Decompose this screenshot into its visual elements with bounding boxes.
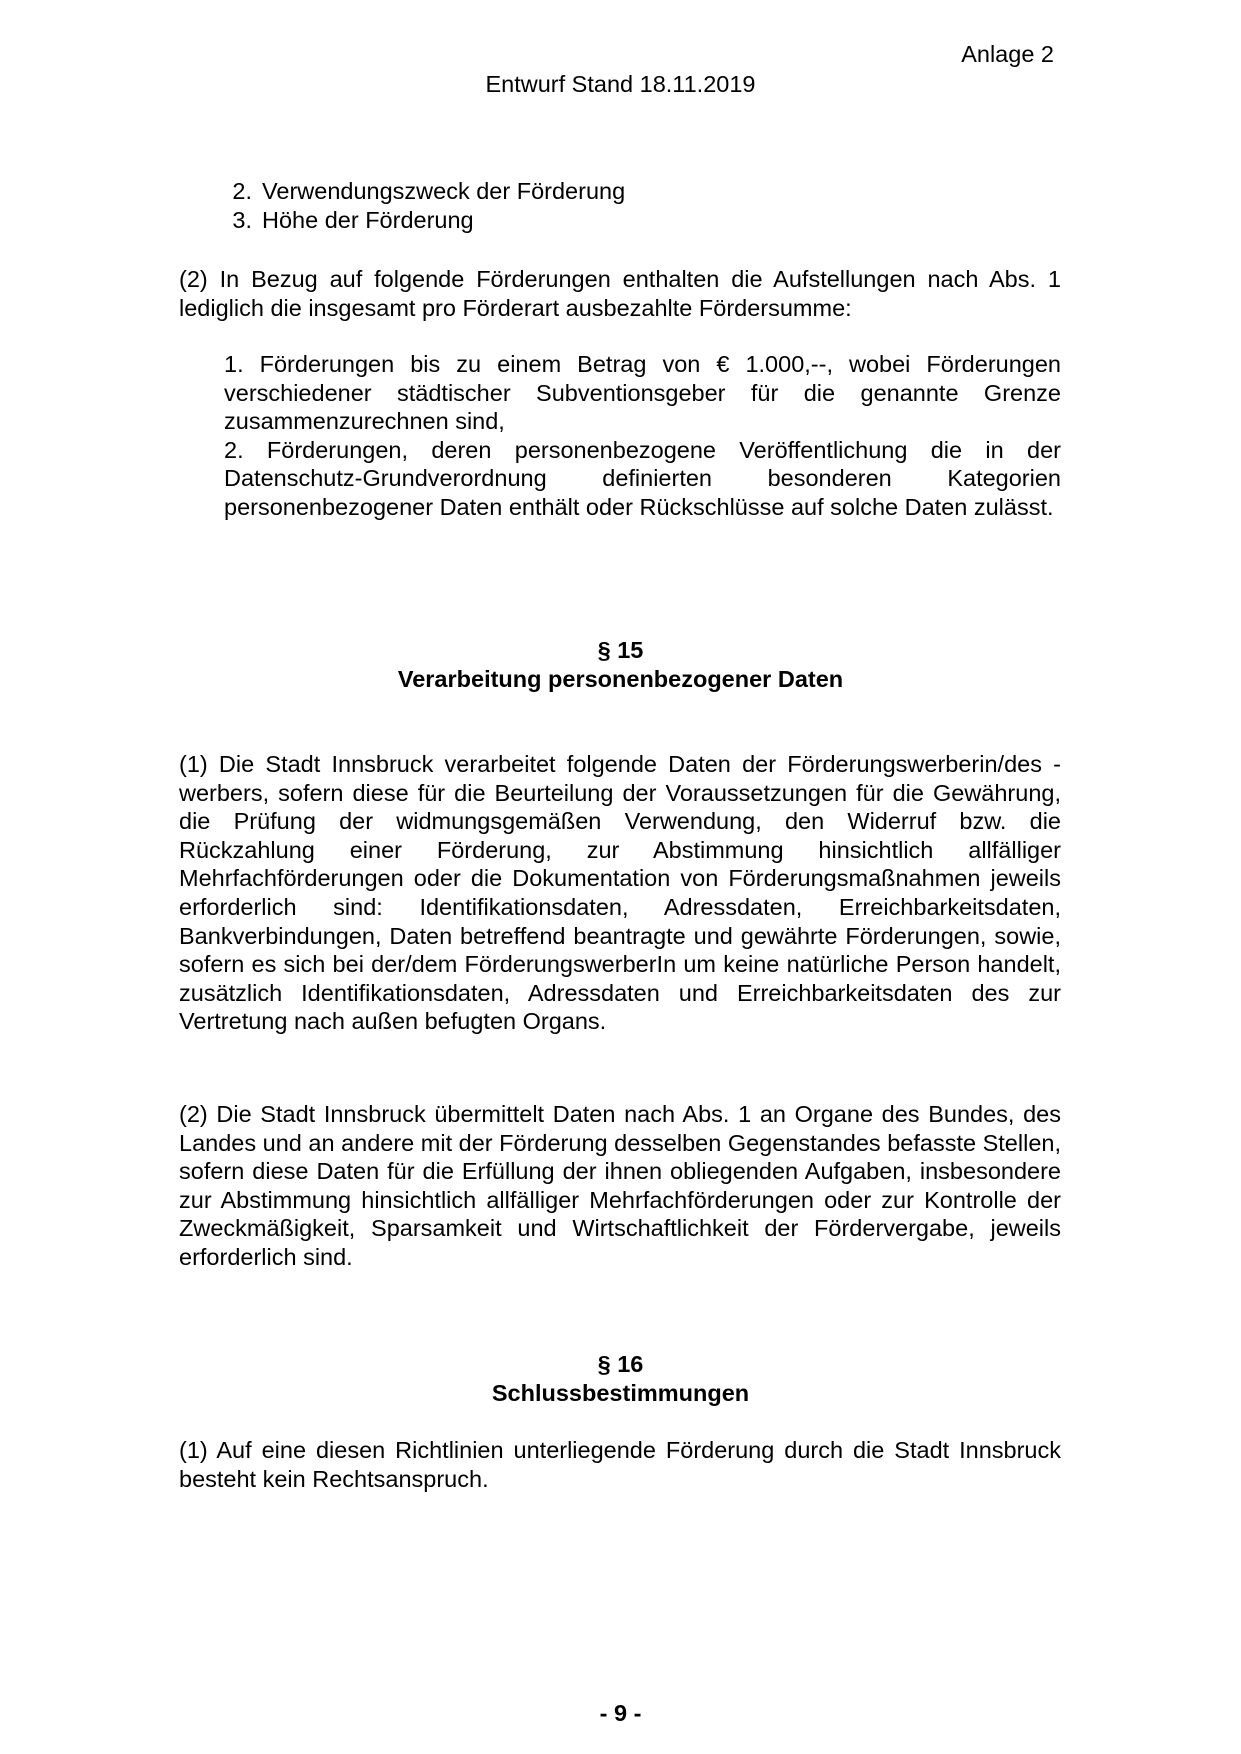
list-item-number: 2.	[232, 178, 252, 204]
section-15-title: Verarbeitung personenbezogener Daten	[397, 665, 844, 692]
section-15-paragraph-1: (1) Die Stadt Innsbruck verarbeitet folgende Daten der Förderungswerberin/des -werbers, sofern diese für die Beurteilung der Voraussetzungen für die Gewährung, die Prüfung der widmungsgemäßen Verwendung, den Widerruf bzw. die Rückzahlung einer Förderung, zur Abstimmung hinsichtlich allfälliger Mehrfachförderungen oder die Dokumentation von Förderungsmaßnahmen jeweils erforderlich sind: Identifikationsdaten, Adressdaten, Erreichbarkeitsdaten, Bankverbindungen, Daten betreffend beantragte und gewährte Förderungen, sowie, sofern es sich bei der/dem FörderungswerberIn um keine natürliche Person handelt, zusätzlich Identifikationsdaten, Adressdaten und Erreichbarkeitsdaten des zur Vertretung nach außen befugten Organs.	[179, 751, 1061, 1035]
section-15-number: § 15	[597, 637, 644, 663]
criteria-list	[179, 177, 625, 234]
paragraph-2-item-1: 1. Förderungen bis zu einem Betrag von € 1.000,--, wobei Förderungen verschiedener städtischer Subventionsgeber für die genannte Grenze zusammenzurechnen sind,	[224, 351, 1061, 435]
annex-label: Anlage 2	[961, 41, 1054, 67]
section-16-title: Schlussbestimmungen	[491, 1379, 750, 1406]
list-item-text: Verwendungszweck der Förderung	[262, 178, 626, 204]
section-15-heading	[0, 636, 1241, 693]
paragraph-2-items	[224, 350, 1061, 522]
paragraph-2-intro: (2) In Bezug auf folgende Förderungen enthalten die Aufstellungen nach Abs. 1 lediglich die insgesamt pro Förderart ausbezahlte Fördersumme:	[179, 266, 1061, 321]
list-item	[179, 177, 625, 206]
section-16-number: § 16	[597, 1351, 644, 1377]
section-16-paragraph-1: (1) Auf eine diesen Richtlinien unterliegende Förderung durch die Stadt Innsbruck besteht kein Rechtsanspruch.	[179, 1437, 1061, 1492]
list-item	[179, 206, 625, 235]
section-16-heading	[0, 1350, 1241, 1407]
section-15-paragraph-2: (2) Die Stadt Innsbruck übermittelt Daten nach Abs. 1 an Organe des Bundes, des Landes und an andere mit der Förderung desselben Gegenstandes befasste Stellen, sofern diese Daten für die Erfüllung der ihnen obliegenden Aufgaben, insbesondere zur Abstimmung hinsichtlich allfälliger Mehrfachförderungen oder zur Kontrolle der Zweckmäßigkeit, Sparsamkeit und Wirtschaftlichkeit der Fördervergabe, jeweils erforderlich sind.	[179, 1101, 1061, 1270]
page-number: - 9 -	[599, 1700, 642, 1726]
draft-date: Entwurf Stand 18.11.2019	[485, 71, 756, 97]
list-item-text: Höhe der Förderung	[262, 206, 474, 233]
paragraph-2-item-2: 2. Förderungen, deren personenbezogene Veröffentlichung die in der Datenschutz-Grundverordnung definierten besonderen Kategorien personenbezogener Daten enthält oder Rückschlüsse auf solche Daten zulässt.	[224, 436, 1061, 520]
list-item-number: 3.	[232, 206, 252, 233]
